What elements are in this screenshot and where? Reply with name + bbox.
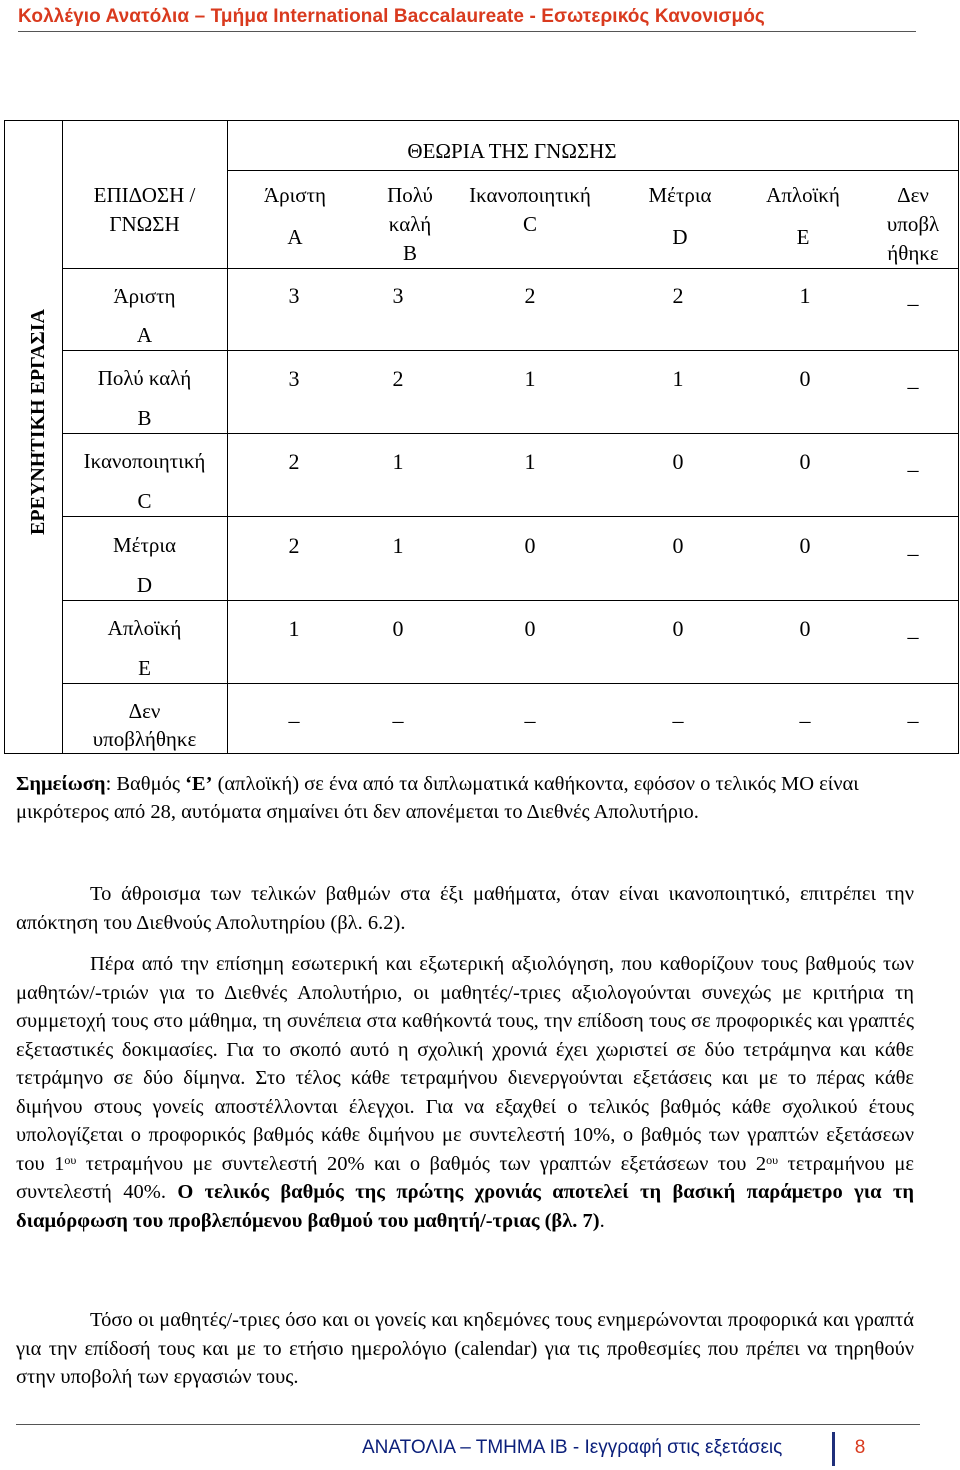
col-header-b-grade: B — [402, 241, 417, 265]
cell-value: 2 — [672, 283, 684, 308]
col-header-b-label-2: καλή — [388, 212, 432, 236]
cell-value: 2 — [392, 366, 404, 391]
para2-part-a: Πέρα από την επίσημη εσωτερική και εξωτερική αξιολόγηση, που καθορίζουν τους βαθμούς των μαθητών/-τριών για το Διεθνές Απολυτήριο, οι μαθητές/-τριες αξιολογούνται συνεχώς με κριτήρια τη συμμετοχή τους στο μάθημα, τη συνέπεια στα καθήκοντά τους, την επίδοση τους σε προφορικές και γραπτές εξεταστικές δοκιμασίες. Για το σκοπό αυτό η σχολική χρονιά έχει χωριστεί σε δύο τετράμηνα και κάθε τετράμηνο σε δύο δίμηνα. Στο τέλος κάθε τετραμήνου διενεργούνται εξετάσεις και με το πέρας κάθε διμήνου στους γονείς αποστέλλονται έλεγχοι. Για να εξαχθεί ο τελικός βαθμός κάθε σχολικού έτους υπολογίζεται ο προφορικός βαθμός κάθε διμήνου με συντελεστή 10%, ο βαθμός των γραπτών εξετάσεων του 1 — [16, 953, 914, 1175]
cell-value: _ — [288, 700, 300, 725]
cell-value: _ — [524, 700, 536, 725]
col-header-e-label: Απλοϊκή — [766, 183, 840, 207]
page-footer — [362, 1432, 922, 1466]
cell-value: 3 — [288, 283, 300, 308]
col-header-e-grade: E — [796, 225, 810, 249]
footer-divider — [832, 1432, 835, 1466]
cell-value: 2 — [524, 283, 536, 308]
footer-text: ΑΝΑΤΟΛΙΑ – ΤΜΗΜΑ ΙΒ - Ιεγγραφή στις εξετάσεις — [362, 1437, 783, 1458]
para2-part-b: τετραμήνου με συντελεστή 20% και ο βαθμός των γραπτών εξετάσεων του 2 — [76, 1152, 767, 1175]
cell-value: 0 — [672, 533, 684, 558]
col-header-none-2: υποβλ — [886, 212, 940, 236]
paragraph-assessment — [16, 950, 914, 1235]
table-side-title: ΕΡΕΥΝΗΤΙΚΗ ΕΡΓΑΣΙΑ — [27, 309, 49, 535]
note-text-1: : Βαθμός — [105, 773, 186, 795]
cell-value: _ — [907, 616, 919, 641]
cell-value: 0 — [799, 533, 811, 558]
para2-bold: Ο τελικός βαθμός της πρώτης χρονιάς αποτελεί τη βασική παράμετρο για τη διαμόρφωση του προβλεπόμενου βαθμού του μαθητή/-τριας (βλ. 7) — [16, 1181, 914, 1232]
cell-value: 0 — [392, 616, 404, 641]
col-header-c-label: Ικανοποιητική — [469, 183, 591, 207]
cell-value: 3 — [392, 283, 404, 308]
cell-value: 0 — [672, 616, 684, 641]
row-label-a-2: A — [136, 323, 153, 347]
cell-value: 0 — [672, 449, 684, 474]
cell-value: 1 — [524, 449, 536, 474]
cell-value: _ — [907, 366, 919, 391]
row-label-e-2: E — [138, 656, 151, 680]
cell-value: 2 — [288, 533, 300, 558]
page-header: Κολλέγιο Ανατόλια – Τμήμα International Baccalaureate - Εσωτερικός Κανονισμός — [18, 6, 765, 27]
row-label-b-2: B — [137, 406, 152, 430]
para2-sup-1: ου — [64, 1152, 77, 1167]
row-label-c-2: C — [137, 489, 152, 513]
cell-value: 0 — [799, 616, 811, 641]
para2-part-c: τετραμήνου με συντελεστή 40%. — [16, 1152, 914, 1203]
cell-value: 1 — [672, 366, 684, 391]
col-header-d-grade: D — [672, 225, 688, 249]
cell-value: _ — [907, 283, 919, 308]
cell-value: 0 — [799, 449, 811, 474]
cell-value: _ — [907, 449, 919, 474]
cell-value: 2 — [288, 449, 300, 474]
col-header-b-label-1: Πολύ — [387, 183, 433, 207]
note-paragraph — [16, 770, 916, 826]
cell-value: _ — [907, 700, 919, 725]
row-label-c-1: Ικανοποιητική — [83, 449, 206, 473]
col-header-none-3: ήθηκε — [887, 241, 939, 265]
row-label-e-1: Απλοϊκή — [107, 616, 182, 640]
para2-end: . — [599, 1209, 605, 1232]
cell-value: _ — [799, 700, 811, 725]
cell-value: 1 — [392, 533, 404, 558]
note-text-2: (απλοϊκή) σε ένα από τα διπλωματικά καθήκοντα, εφόσον ο τελικός ΜΟ είναι μικρότερος από 28, αυτόματα σημαίνει ότι δεν απονέμεται το Διεθνές Απολυτήριο. — [16, 773, 859, 823]
cell-value: 1 — [799, 283, 811, 308]
row-label-d-1: Μέτρια — [112, 533, 177, 557]
corner-line-1: ΕΠΙΔΟΣΗ / — [93, 183, 196, 207]
cell-value: 1 — [524, 366, 536, 391]
col-header-d-label: Μέτρια — [648, 183, 712, 207]
cell-value: 1 — [288, 616, 300, 641]
cell-value: 0 — [799, 366, 811, 391]
paragraph-information: Τόσο οι μαθητές/-τριες όσο και οι γονείς και κηδεμόνες τους ενημερώνονται προφορικά και γραπτά για την επίδοσή τους και με το ετήσιο ημερολόγιο (calendar) για τις προθεσμίες που πρέπει να τηρηθούν στην υποβολή των εργασιών τους. — [16, 1309, 914, 1388]
corner-line-2: ΓΝΩΣΗ — [109, 212, 180, 236]
cell-value: _ — [392, 700, 404, 725]
note-label: Σημείωση — [16, 773, 106, 795]
row-label-b-1: Πολύ καλή — [97, 366, 192, 390]
col-header-a-grade: A — [287, 225, 303, 249]
row-label-none-2: υποβλήθηκε — [92, 727, 197, 751]
col-header-none-1: Δεν — [897, 183, 929, 207]
row-label-d-2: D — [136, 573, 153, 597]
col-header-c-grade: C — [522, 212, 537, 236]
table-top-title: ΘΕΩΡΙΑ ΤΗΣ ΓΝΩΣΗΣ — [407, 139, 617, 163]
col-header-a-label: Άριστη — [263, 183, 327, 207]
para2-sup-2: ου — [766, 1152, 779, 1167]
cell-value: 0 — [524, 533, 536, 558]
note-grade: ‘Ε’ — [185, 773, 213, 795]
cell-value: 1 — [392, 449, 404, 474]
cell-value: 0 — [524, 616, 536, 641]
page-number: 8 — [854, 1437, 866, 1458]
cell-value: _ — [672, 700, 684, 725]
row-label-none-1: Δεν — [128, 699, 161, 723]
cell-value: 3 — [288, 366, 300, 391]
row-label-a-1: Άριστη — [113, 284, 176, 308]
cell-value: _ — [907, 533, 919, 558]
paragraph-sum-of-grades: Το άθροισμα των τελικών βαθμών στα έξι μαθήματα, όταν είναι ικανοποιητικό, επιτρέπει την απόκτηση του Διεθνούς Απολυτηρίου (βλ. 6.2). — [16, 883, 914, 934]
footer-rule — [16, 1424, 920, 1425]
